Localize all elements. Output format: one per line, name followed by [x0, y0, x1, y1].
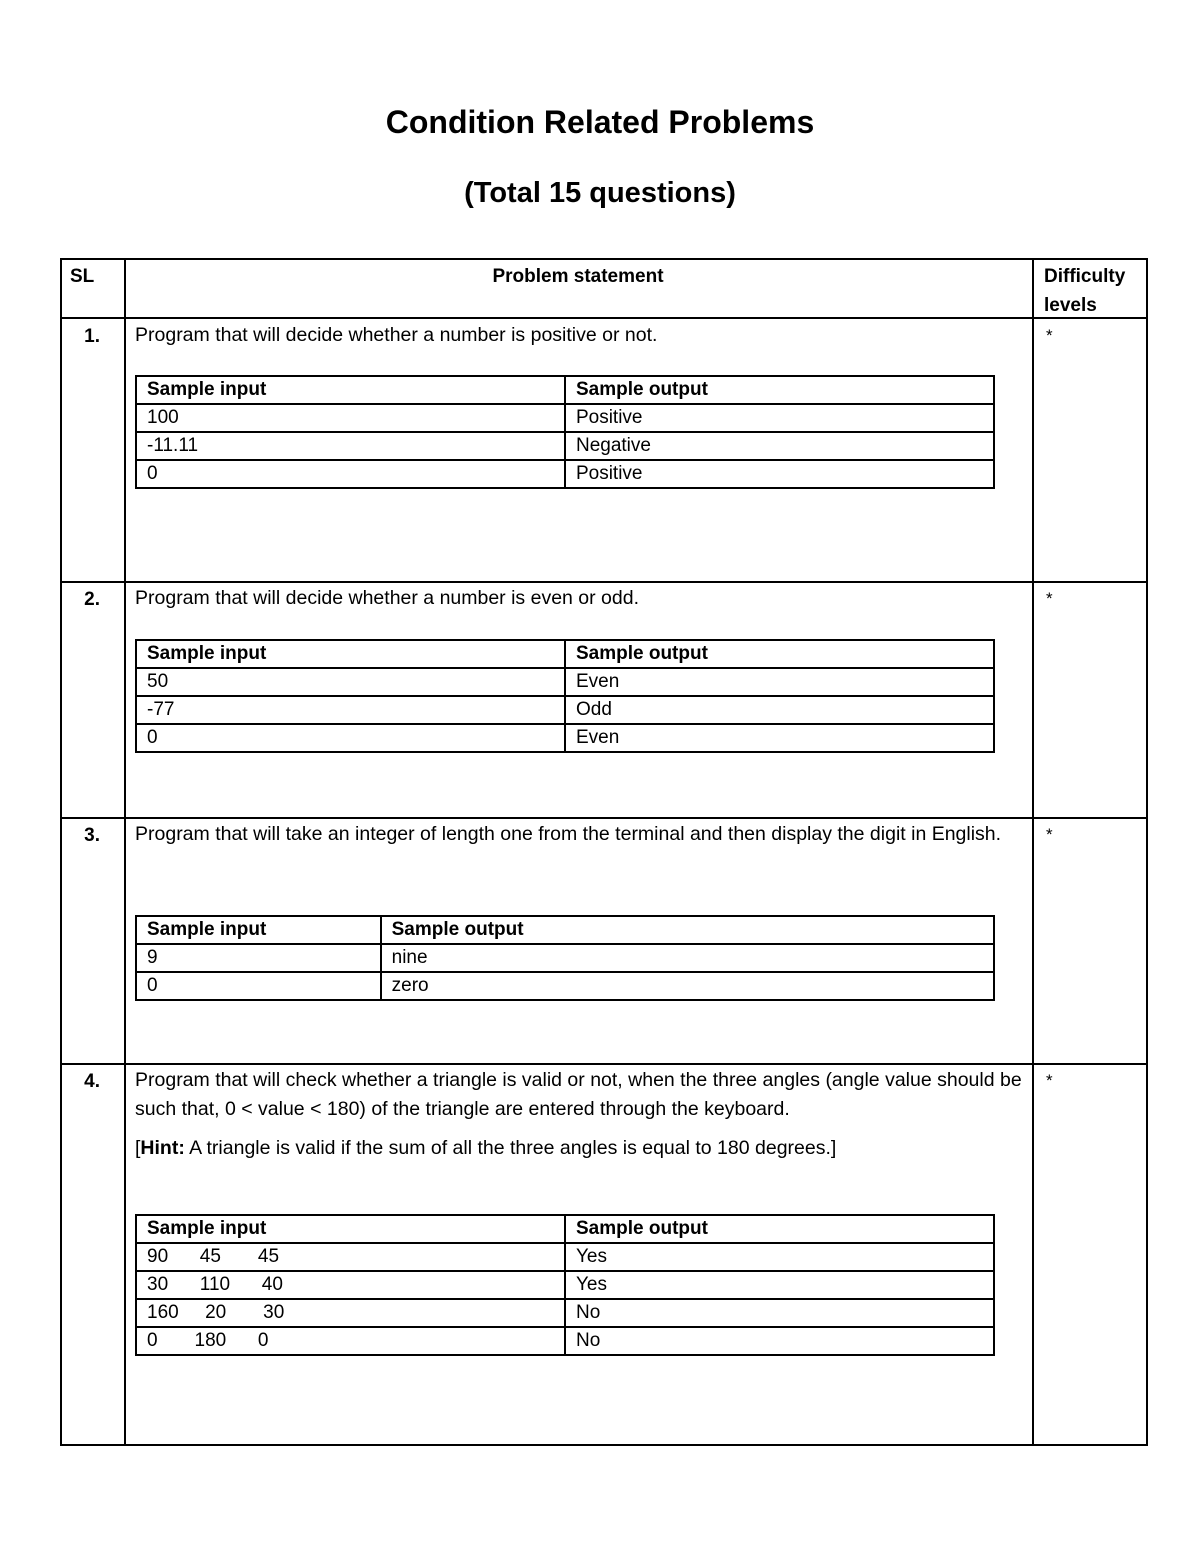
sample-row [136, 696, 994, 724]
page-subtitle: (Total 15 questions) [464, 177, 736, 209]
sample-input: 160 20 30 [136, 1299, 565, 1327]
header-difficulty-line1: Difficulty [1044, 266, 1126, 287]
row-divider [62, 1063, 1146, 1065]
problem-2-difficulty: * [1046, 589, 1053, 608]
sample-output: No [565, 1327, 994, 1355]
sample-output: Negative [565, 432, 994, 460]
sample-output: Even [565, 668, 994, 696]
sample-output-header: Sample output [565, 1215, 994, 1243]
sample-row [136, 432, 994, 460]
problem-4-hint [135, 1134, 1025, 1163]
sample-row [136, 944, 994, 972]
problem-4-statement: Program that will check whether a triangle is valid or not, when the three angles (angle value should be such that, 0 < value < 180) of the triangle are entered through the keyboard. [135, 1069, 1022, 1120]
hint-label: Hint: [140, 1137, 185, 1159]
problem-3-number: 3. [84, 825, 100, 846]
problem-2-statement: Program that will decide whether a number is even or odd. [135, 587, 640, 609]
sample-output: Yes [565, 1271, 994, 1299]
problem-3-samples [135, 915, 995, 1001]
sample-row [136, 1271, 994, 1299]
problem-2-samples [135, 639, 995, 753]
column-divider [124, 260, 126, 1444]
sample-input-header: Sample input [136, 376, 565, 404]
sample-header-row [136, 1215, 994, 1243]
problem-2-number: 2. [84, 589, 100, 610]
sample-input-header: Sample input [136, 640, 565, 668]
hint-text: A triangle is valid if the sum of all the three angles is equal to 180 degrees.] [184, 1137, 837, 1159]
header-sl: SL [70, 266, 95, 287]
problem-1-number: 1. [84, 326, 100, 347]
sample-row [136, 1299, 994, 1327]
header-difficulty [1044, 262, 1125, 320]
sample-output: zero [381, 972, 994, 1000]
sample-output: nine [381, 944, 994, 972]
sample-input: 9 [136, 944, 381, 972]
sample-input: 50 [136, 668, 565, 696]
sample-input: 0 [136, 972, 381, 1000]
row-divider [62, 581, 1146, 583]
sample-output-header: Sample output [565, 640, 994, 668]
sample-input: 0 [136, 460, 565, 488]
sample-row [136, 1243, 994, 1271]
row-divider [62, 317, 1146, 319]
problem-4-samples [135, 1214, 995, 1356]
page-title: Condition Related Problems [385, 104, 815, 140]
sample-output-header: Sample output [381, 916, 994, 944]
sample-input: 30 110 40 [136, 1271, 565, 1299]
header-difficulty-line2: levels [1044, 295, 1097, 316]
sample-output: Yes [565, 1243, 994, 1271]
sample-output-header: Sample output [565, 376, 994, 404]
sample-input: 0 180 0 [136, 1327, 565, 1355]
sample-header-row [136, 376, 994, 404]
sample-row [136, 668, 994, 696]
sample-input: 90 45 45 [136, 1243, 565, 1271]
problem-1-statement: Program that will decide whether a number is positive or not. [135, 324, 658, 346]
row-divider [62, 817, 1146, 819]
header-problem-statement: Problem statement [492, 266, 664, 287]
sample-input: 0 [136, 724, 565, 752]
sample-row [136, 724, 994, 752]
problem-3-statement: Program that will take an integer of length one from the terminal and then display the digit in English. [135, 823, 1002, 845]
problem-4-number: 4. [84, 1071, 100, 1092]
sample-input: 100 [136, 404, 565, 432]
problems-table [60, 258, 1148, 1446]
sample-output: Positive [565, 404, 994, 432]
column-divider [1032, 260, 1034, 1444]
sample-row [136, 404, 994, 432]
sample-input: -11.11 [136, 432, 565, 460]
sample-output: Positive [565, 460, 994, 488]
sample-row [136, 1327, 994, 1355]
sample-output: Odd [565, 696, 994, 724]
hint-bracket: [ [135, 1137, 141, 1159]
sample-input-header: Sample input [136, 916, 381, 944]
sample-header-row [136, 640, 994, 668]
problem-1-samples [135, 375, 995, 489]
sample-output: No [565, 1299, 994, 1327]
problem-1-difficulty: * [1046, 326, 1053, 345]
sample-output: Even [565, 724, 994, 752]
problem-3-difficulty: * [1046, 825, 1053, 844]
sample-row [136, 460, 994, 488]
sample-row [136, 972, 994, 1000]
sample-input-header: Sample input [136, 1215, 565, 1243]
sample-input: -77 [136, 696, 565, 724]
sample-header-row [136, 916, 994, 944]
problem-4-difficulty: * [1046, 1071, 1053, 1090]
